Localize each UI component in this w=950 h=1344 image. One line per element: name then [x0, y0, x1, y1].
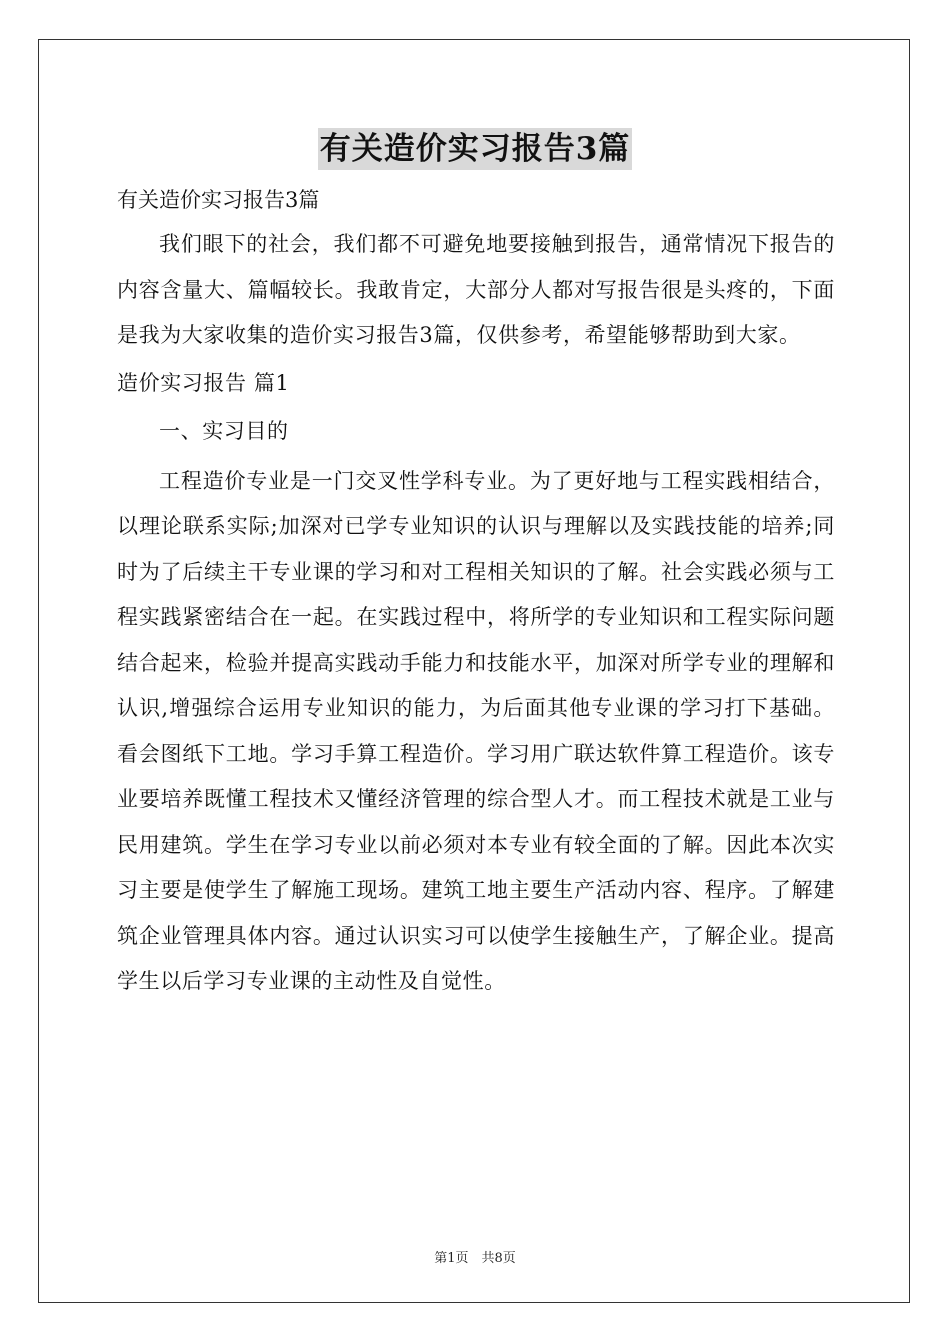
- page-number: 第1页 共8页: [434, 1251, 516, 1266]
- document-body: [117, 178, 835, 1005]
- page-footer: [0, 1247, 950, 1266]
- section-title: 造价实习报告 篇1: [117, 370, 290, 395]
- document-title: 有关造价实习报告3篇: [318, 128, 633, 170]
- title-container: [0, 128, 950, 170]
- document-subtitle: 有关造价实习报告3篇: [117, 188, 320, 212]
- body-paragraph: 工程造价专业是一门交叉性学科专业。为了更好地与工程实践相结合，以理论联系实际;加深对已学专业知识的认识与理解以及实践技能的培养;同时为了后续主干专业课的学习和对工程相关知识的了解。社会实践必须与工程实践紧密结合在一起。在实践过程中，将所学的专业知识和工程实际问题结合起来，检验并提高实践动手能力和技能水平，加深对所学专业的理解和认识,增强综合运用专业知识的能力，为后面其他专业课的学习打下基础。看会图纸下工地。学习手算工程造价。学习用广联达软件算工程造价。该专业要培养既懂工程技术又懂经济管理的综合型人才。而工程技术就是工业与民用建筑。学生在学习专业以前必须对本专业有较全面的了解。因此本次实习主要是使学生了解施工现场。建筑工地主要生产活动内容、程序。了解建筑企业管理具体内容。通过认识实习可以使学生接触生产，了解企业。提高学生以后学习专业课的主动性及自觉性。: [117, 468, 835, 993]
- intro-paragraph: 我们眼下的社会，我们都不可避免地要接触到报告，通常情况下报告的内容含量大、篇幅较长。我敢肯定，大部分人都对写报告很是头疼的，下面是我为大家收集的造价实习报告3篇，仅供参考，希望能够帮助到大家。: [117, 232, 835, 347]
- section-heading: 一、实习目的: [159, 418, 289, 443]
